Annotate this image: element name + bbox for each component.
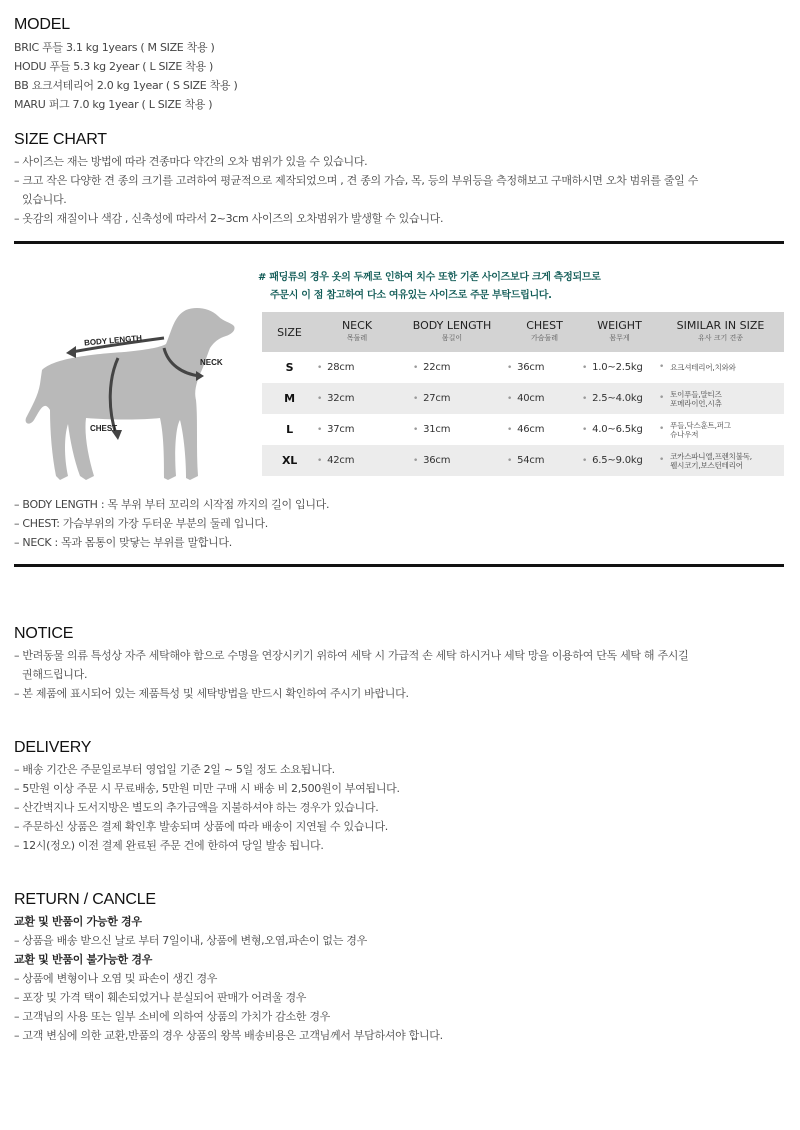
cell-weight: • 4.0~6.5kg <box>582 424 643 435</box>
delivery-line: – 5만원 이상 주문 시 무료배송, 5만원 미만 구매 시 배송 비 2,500원이 부여됩니다. <box>14 782 400 795</box>
cell-size: XL <box>262 445 317 476</box>
notice-line: 권해드립니다. <box>22 668 88 681</box>
cell-similar: • 코카스파니엘,프렌치불독, 웰시코기,보스턴테리어 <box>657 445 784 476</box>
cell-similar: • 푸들,닥스훈트,퍼그 슈나우저 <box>659 420 731 439</box>
size-chart-line: – 크고 작은 다양한 견 종의 크기를 고려하여 평균적으로 제작되었으며 , 견 종의 가슴, 목, 등의 부위등을 측정해보고 구매하시면 오차 범위를 줄일 수 <box>14 174 699 187</box>
size-table-header-row <box>262 312 784 352</box>
divider-top <box>14 241 784 244</box>
table-row <box>262 383 784 414</box>
header-neck: NECK 목둘레 <box>317 312 397 352</box>
cell-weight: • 1.0~2.5kg <box>582 362 643 373</box>
padding-notice-line: # 패딩류의 경우 옷의 두께로 인하여 치수 또한 기존 사이즈보다 크게 측정되므로 <box>258 272 601 283</box>
model-line: BRIC 푸들 3.1 kg 1years ( M SIZE 착용 ) <box>14 41 215 54</box>
cell-neck: • 42cm <box>317 445 397 476</box>
cell-chest: • 36cm <box>507 362 545 373</box>
return-line: – 상품에 변형이나 오염 및 파손이 생긴 경우 <box>14 972 218 985</box>
delivery-line: – 주문하신 상품은 결제 확인후 발송되며 상품에 따라 배송이 지연될 수 있습니다. <box>14 820 388 833</box>
table-row <box>262 445 784 476</box>
divider-bottom <box>14 564 784 567</box>
return-impossible-heading: 교환 및 반품이 불가능한 경우 <box>14 953 153 966</box>
return-line: – 포장 및 가격 택이 훼손되었거나 분실되어 판매가 어려울 경우 <box>14 991 307 1004</box>
cell-neck: • 37cm <box>317 424 355 435</box>
cell-body: • 22cm <box>413 362 451 373</box>
cell-weight: • 2.5~4.0kg <box>582 383 657 414</box>
return-line: – 고객 변심에 의한 교환,반품의 경우 상품의 왕복 배송비용은 고객님께서 부담하셔야 합니다. <box>14 1029 443 1042</box>
header-size: SIZE <box>262 312 317 352</box>
table-row <box>262 414 784 445</box>
body-length-label: BODY LENGTH <box>83 333 143 348</box>
dog-measurement-diagram <box>14 300 254 490</box>
cell-body: • 36cm <box>397 445 507 476</box>
cell-size: L <box>286 423 293 436</box>
cell-similar: • 토이푸들,말티즈 포메라이언,시츄 <box>657 383 784 414</box>
definition-line: – BODY LENGTH : 목 부위 부터 꼬리의 시작점 까지의 길이 입니다. <box>14 498 330 511</box>
delivery-line: – 12시(정오) 이전 결제 완료된 주문 건에 한하여 당일 발송 됩니다. <box>14 839 324 852</box>
size-chart-line: 있습니다. <box>22 193 67 206</box>
chest-label: CHEST <box>90 424 118 433</box>
cell-similar: • 요크셔테리어,치와와 <box>659 362 736 372</box>
neck-label: NECK <box>200 358 223 367</box>
return-line: – 상품을 배송 받으신 날로 부터 7일이내, 상품에 변형,오염,파손이 없는 경우 <box>14 934 367 947</box>
model-line: HODU 푸들 5.3 kg 2year ( L SIZE 착용 ) <box>14 60 214 73</box>
notice-line: – 본 제품에 표시되어 있는 제품특성 및 세탁방법을 반드시 확인하여 주시기 바랍니다. <box>14 687 409 700</box>
model-line: MARU 퍼그 7.0 kg 1year ( L SIZE 착용 ) <box>14 98 213 111</box>
cell-neck: • 28cm <box>317 362 355 373</box>
body-length-arrowhead <box>66 346 76 358</box>
model-heading: MODEL <box>14 16 70 33</box>
delivery-heading: DELIVERY <box>14 739 92 756</box>
notice-line: – 반려동물 의류 특성상 자주 세탁해야 함으로 수명을 연장시키기 위하여 세탁 시 가급적 손 세탁 하시거나 세탁 망을 이용하여 단독 세탁 해 주시길 <box>14 649 689 662</box>
cell-body: • 31cm <box>413 424 451 435</box>
return-heading: RETURN / CANCLE <box>14 891 156 908</box>
cell-body: • 27cm <box>397 383 507 414</box>
cell-weight: • 6.5~9.0kg <box>582 445 657 476</box>
cell-neck: • 32cm <box>317 383 397 414</box>
return-line: – 고객님의 사용 또는 일부 소비에 의하여 상품의 가치가 감소한 경우 <box>14 1010 330 1023</box>
definition-line: – NECK : 목과 몸통이 맞닿는 부위를 말합니다. <box>14 536 232 549</box>
delivery-line: – 배송 기간은 주문일로부터 영업일 기준 2일 ~ 5일 정도 소요됩니다. <box>14 763 335 776</box>
header-body-length: BODY LENGTH 몸길이 <box>397 312 507 352</box>
header-similar: SIMILAR IN SIZE 유사 크기 견종 <box>657 312 784 352</box>
notice-heading: NOTICE <box>14 625 74 642</box>
delivery-line: – 산간벽지나 도서지방은 별도의 추가금액을 지불하셔야 하는 경우가 있습니다. <box>14 801 379 814</box>
return-possible-heading: 교환 및 반품이 가능한 경우 <box>14 915 142 928</box>
size-chart-line: – 옷감의 재질이나 색감 , 신축성에 따라서 2~3cm 사이즈의 오차범위가 발생할 수 있습니다. <box>14 212 444 225</box>
table-row <box>262 352 784 383</box>
header-chest: CHEST 가슴둘레 <box>507 312 582 352</box>
dog-silhouette-illustration <box>14 300 254 490</box>
cell-chest: • 54cm <box>507 445 582 476</box>
size-chart-line: – 사이즈는 재는 방법에 따라 견종마다 약간의 오차 범위가 있을 수 있습니다. <box>14 155 368 168</box>
definition-line: – CHEST: 가슴부위의 가장 두터운 부분의 둘레 입니다. <box>14 517 268 530</box>
cell-size: S <box>285 361 294 374</box>
size-chart-heading: SIZE CHART <box>14 131 107 148</box>
padding-notice-line: 주문시 이 점 참고하여 다소 여유있는 사이즈로 주문 부탁드립니다. <box>270 290 552 301</box>
cell-chest: • 46cm <box>507 424 545 435</box>
cell-chest: • 40cm <box>507 383 582 414</box>
cell-size: M <box>262 383 317 414</box>
model-line: BB 요크셔테리어 2.0 kg 1year ( S SIZE 착용 ) <box>14 79 238 92</box>
header-weight: WEIGHT 몸무게 <box>582 312 657 352</box>
size-table <box>262 312 784 476</box>
